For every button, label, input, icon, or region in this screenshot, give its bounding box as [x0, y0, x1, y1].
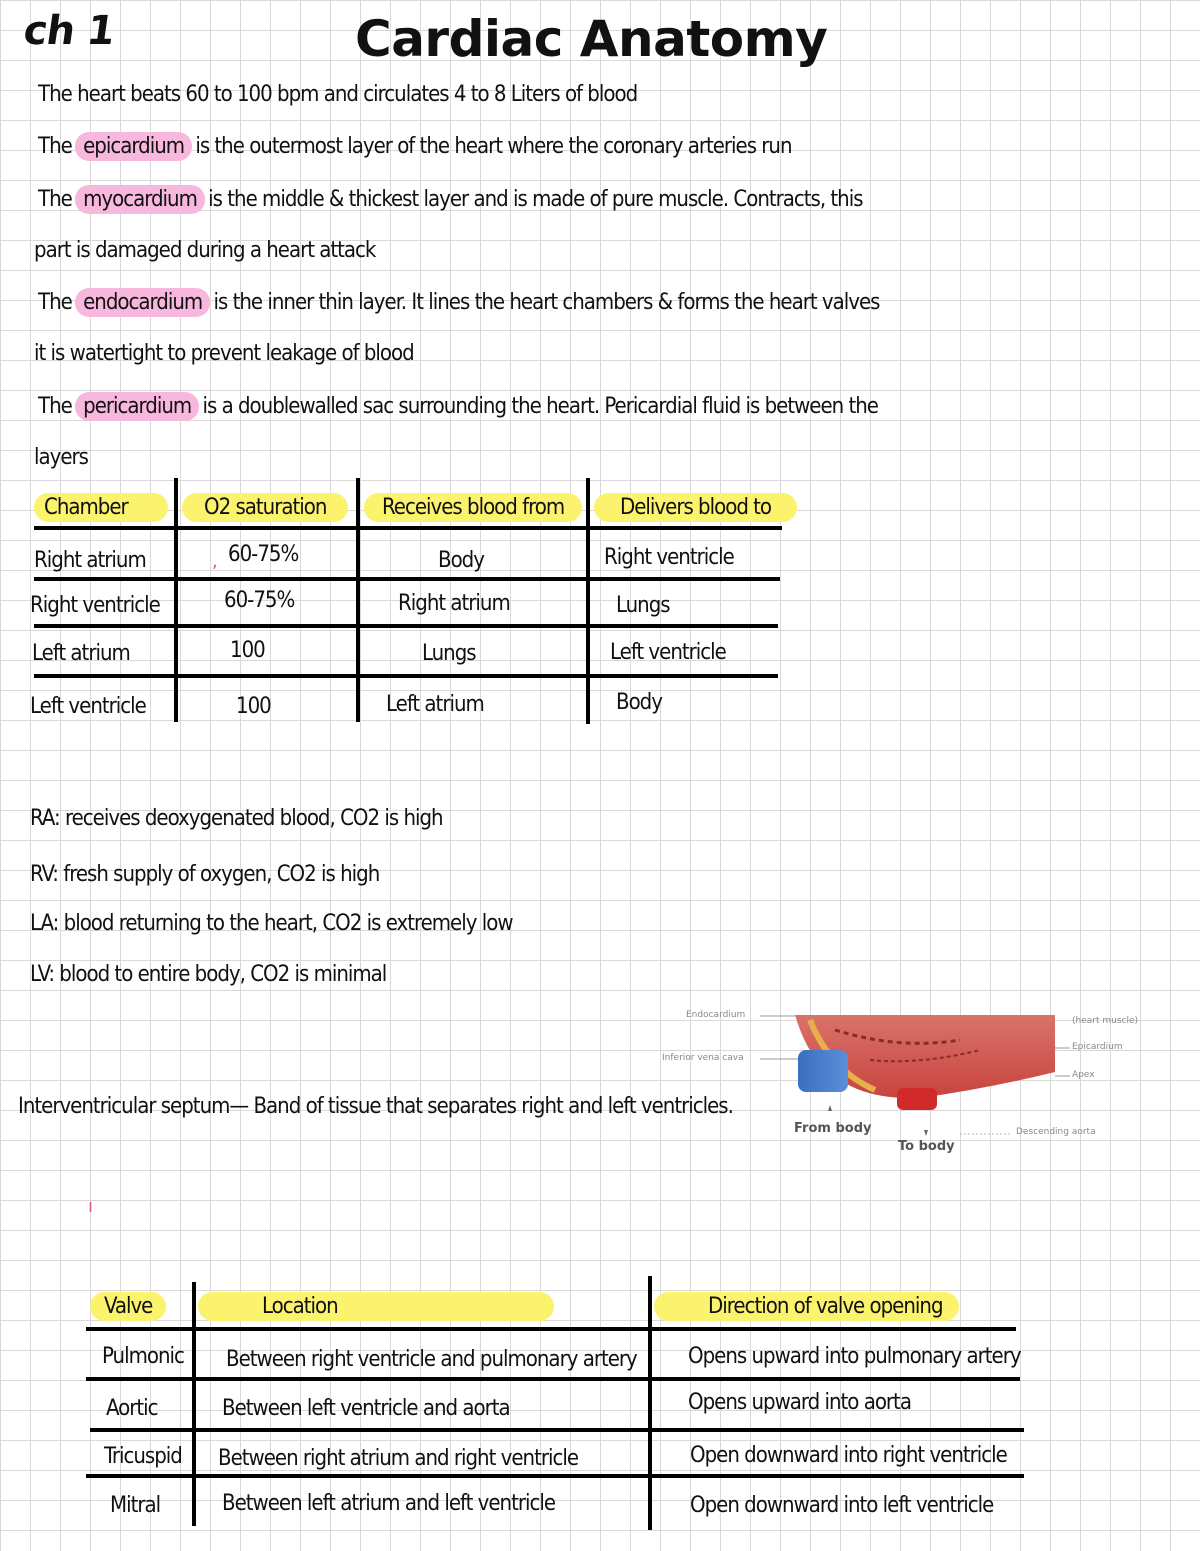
chamber-row-2-name: Right ventricle — [30, 593, 160, 618]
label-to-body: To body — [898, 1139, 955, 1154]
label-from-body: From body — [794, 1121, 872, 1136]
label-apex: Apex — [1072, 1070, 1095, 1080]
valve-header-valve: Valve — [90, 1294, 166, 1319]
chamber-row-1-receives: Body — [438, 548, 484, 573]
valve-row-line-1 — [86, 1377, 1020, 1381]
valve-row-1-name: Pulmonic — [102, 1344, 184, 1369]
chamber-row-2-o2: 60-75% — [224, 588, 295, 613]
label-epicardium: Epicardium — [1072, 1042, 1123, 1052]
valve-row-3-location: Between right atrium and right ventricle — [218, 1446, 579, 1471]
chamber-header-line — [34, 526, 782, 530]
valve-row-line-3 — [86, 1474, 1024, 1478]
note-la: LA: blood returning to the heart, CO2 is extremely low — [30, 911, 513, 936]
chamber-row-1-name: Right atrium — [34, 548, 146, 573]
pericardium-term: pericardium — [75, 392, 199, 421]
chapter-label: ch 1 — [20, 8, 118, 54]
pink-tick: , — [212, 551, 218, 572]
valve-row-3-direction: Open downward into right ventricle — [690, 1443, 1007, 1468]
note-ra: RA: receives deoxygenated blood, CO2 is high — [30, 806, 443, 831]
chamber-row-3-name: Left atrium — [32, 641, 130, 666]
chamber-row-3-delivers: Left ventricle — [610, 640, 726, 665]
chamber-col-line-2 — [356, 478, 360, 722]
valve-row-1-direction: Opens upward into pulmonary artery — [688, 1344, 1021, 1369]
pink-mark-2: ı — [88, 1196, 94, 1217]
endocardium-cont: it is watertight to prevent leakage of blood — [34, 341, 414, 366]
chamber-header-delivers: Delivers blood to — [594, 495, 797, 520]
chamber-row-2-delivers: Lungs — [616, 593, 670, 618]
pericardium-line — [38, 394, 878, 419]
pericardium-pre: The — [38, 394, 72, 419]
valve-row-4-direction: Open downward into left ventricle — [690, 1493, 994, 1518]
epicardium-pre: The — [38, 134, 72, 159]
heart-diagram-image — [660, 1010, 1160, 1160]
valve-row-2-name: Aortic — [106, 1396, 158, 1421]
valve-col-line-1 — [192, 1282, 196, 1526]
note-rv: RV: fresh supply of oxygen, CO2 is high — [30, 862, 380, 887]
valve-row-3-name: Tricuspid — [104, 1444, 182, 1469]
endocardium-term: endocardium — [75, 288, 210, 317]
chamber-row-1-o2: 60-75% — [228, 542, 299, 567]
endocardium-line — [38, 290, 879, 315]
myocardium-term: myocardium — [75, 185, 205, 214]
valve-header-line — [86, 1327, 1016, 1331]
label-heart-muscle: (heart muscle) — [1072, 1016, 1139, 1026]
label-endocardium: Endocardium — [686, 1010, 746, 1020]
myocardium-post: is the middle & thickest layer and is made of pure muscle. Contracts, this — [208, 187, 863, 212]
chamber-row-line-1 — [34, 577, 780, 581]
endocardium-pre: The — [38, 290, 72, 315]
chamber-row-4-name: Left ventricle — [30, 694, 146, 719]
septum-definition: Interventricular septum— Band of tissue that separates right and left ventricles. — [18, 1094, 733, 1119]
note-lv: LV: blood to entire body, CO2 is minimal — [30, 962, 387, 987]
chamber-row-line-2 — [34, 624, 778, 628]
valve-row-2-direction: Opens upward into aorta — [688, 1390, 911, 1415]
chamber-row-1-delivers: Right ventricle — [604, 545, 734, 570]
chamber-row-4-o2: 100 — [236, 694, 271, 719]
chamber-row-line-3 — [34, 674, 778, 678]
label-ivc: Inferior vena cava — [662, 1053, 744, 1063]
valve-row-4-name: Mitral — [110, 1493, 161, 1518]
myocardium-cont: part is damaged during a heart attack — [34, 238, 376, 263]
valve-header-direction: Direction of valve opening — [654, 1294, 959, 1319]
pericardium-post: is a doublewalled sac surrounding the heart. Pericardial fluid is between the — [202, 394, 878, 419]
chamber-header-chamber: Chamber — [34, 495, 168, 520]
pericardium-cont: layers — [34, 445, 88, 470]
page-title: Cardiac Anatomy — [355, 10, 828, 68]
chamber-row-3-receives: Lungs — [422, 641, 476, 666]
myocardium-line — [38, 187, 863, 212]
valve-header-location: Location — [198, 1294, 554, 1319]
chamber-row-4-receives: Left atrium — [386, 692, 484, 717]
heart-diagram — [660, 1010, 1160, 1160]
valve-row-4-location: Between left atrium and left ventricle — [222, 1491, 556, 1516]
intro-line-1: The heart beats 60 to 100 bpm and circulates 4 to 8 Liters of blood — [38, 82, 638, 107]
epicardium-term: epicardium — [75, 132, 192, 161]
chamber-row-4-delivers: Body — [616, 690, 662, 715]
valve-row-1-location: Between right ventricle and pulmonary artery — [226, 1347, 637, 1372]
epicardium-post: is the outermost layer of the heart where the coronary arteries run — [195, 134, 792, 159]
epicardium-line — [38, 134, 792, 159]
chamber-col-line-1 — [174, 478, 178, 722]
valve-row-2-location: Between left ventricle and aorta — [222, 1396, 510, 1421]
chamber-header-o2: O2 saturation — [182, 495, 348, 520]
endocardium-post: is the inner thin layer. It lines the heart chambers & forms the heart valves — [213, 290, 880, 315]
valve-col-line-2 — [648, 1276, 652, 1530]
chamber-header-receives: Receives blood from — [364, 495, 582, 520]
chamber-row-2-receives: Right atrium — [398, 591, 510, 616]
chamber-row-3-o2: 100 — [230, 638, 265, 663]
valve-row-line-2 — [90, 1428, 1024, 1432]
chamber-col-line-3 — [586, 478, 590, 724]
myocardium-pre: The — [38, 187, 72, 212]
label-descending-aorta: Descending aorta — [1016, 1127, 1096, 1137]
